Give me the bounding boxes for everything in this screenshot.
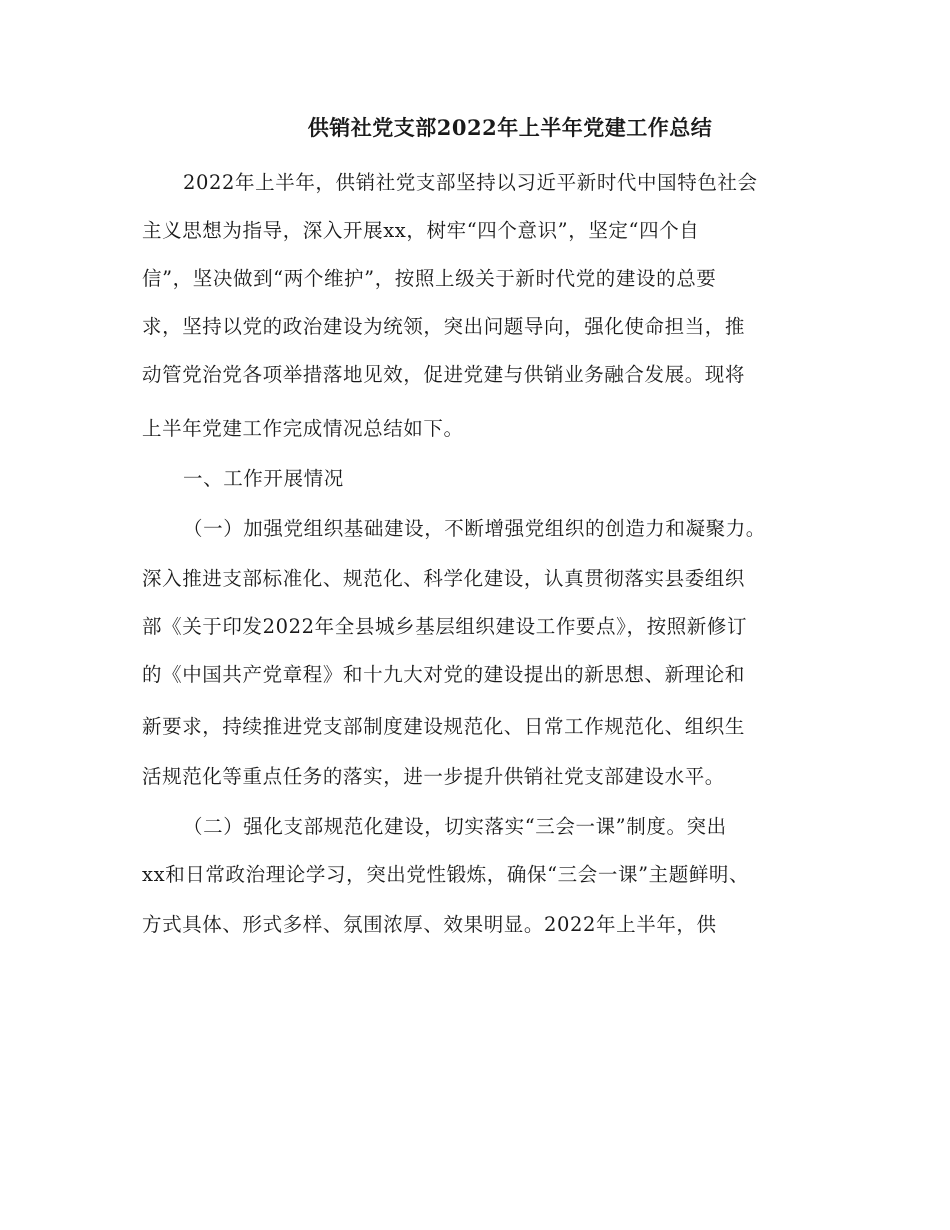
paragraph-2-line-6: 活规范化等重点任务的落实，进一步提升供销社党支部建设水平。 bbox=[142, 765, 725, 788]
paragraph-3-line-3: 方式具体、形式多样、氛围浓厚、效果明显。2022年上半年，供 bbox=[142, 913, 717, 936]
paragraph-1-line-5: 动管党治党各项举措落地见效，促进党建与供销业务融合发展。现将 bbox=[142, 363, 746, 386]
paragraph-2-line-4: 的《中国共产党章程》和十九大对党的建设提出的新思想、新理论和 bbox=[142, 663, 746, 686]
document-title: 供销社党支部2022年上半年党建工作总结 bbox=[307, 115, 713, 140]
paragraph-1-line-4: 求，坚持以党的政治建设为统领，突出问题导向，强化使命担当，推 bbox=[142, 315, 746, 338]
paragraph-1-line-6: 上半年党建工作完成情况总结如下。 bbox=[142, 417, 464, 440]
paragraph-1-line-1: 2022年上半年，供销社党支部坚持以习近平新时代中国特色社会 bbox=[183, 171, 758, 194]
paragraph-2-line-5: 新要求，持续推进党支部制度建设规范化、日常工作规范化、组织生 bbox=[142, 715, 746, 738]
paragraph-3-line-2: xx和日常政治理论学习，突出党性锻炼，确保“三会一课”主题鲜明、 bbox=[142, 863, 750, 886]
paragraph-2-line-2: 深入推进支部标准化、规范化、科学化建设，认真贯彻落实县委组织 bbox=[142, 567, 746, 590]
section-heading-1: 一、工作开展情况 bbox=[183, 467, 344, 490]
paragraph-2-line-1: （一）加强党组织基础建设，不断增强党组织的创造力和凝聚力。 bbox=[183, 517, 766, 540]
paragraph-2-line-3: 部《关于印发2022年全县城乡基层组织建设工作要点》，按照新修订 bbox=[142, 615, 748, 638]
paragraph-3-line-1: （二）强化支部规范化建设，切实落实“三会一课”制度。突出 bbox=[183, 815, 727, 838]
paragraph-1-line-3: 信”，坚决做到“两个维护”，按照上级关于新时代党的建设的总要 bbox=[142, 267, 717, 290]
paragraph-1-line-2: 主义思想为指导，深入开展xx，树牢“四个意识”，坚定“四个自 bbox=[142, 219, 700, 242]
